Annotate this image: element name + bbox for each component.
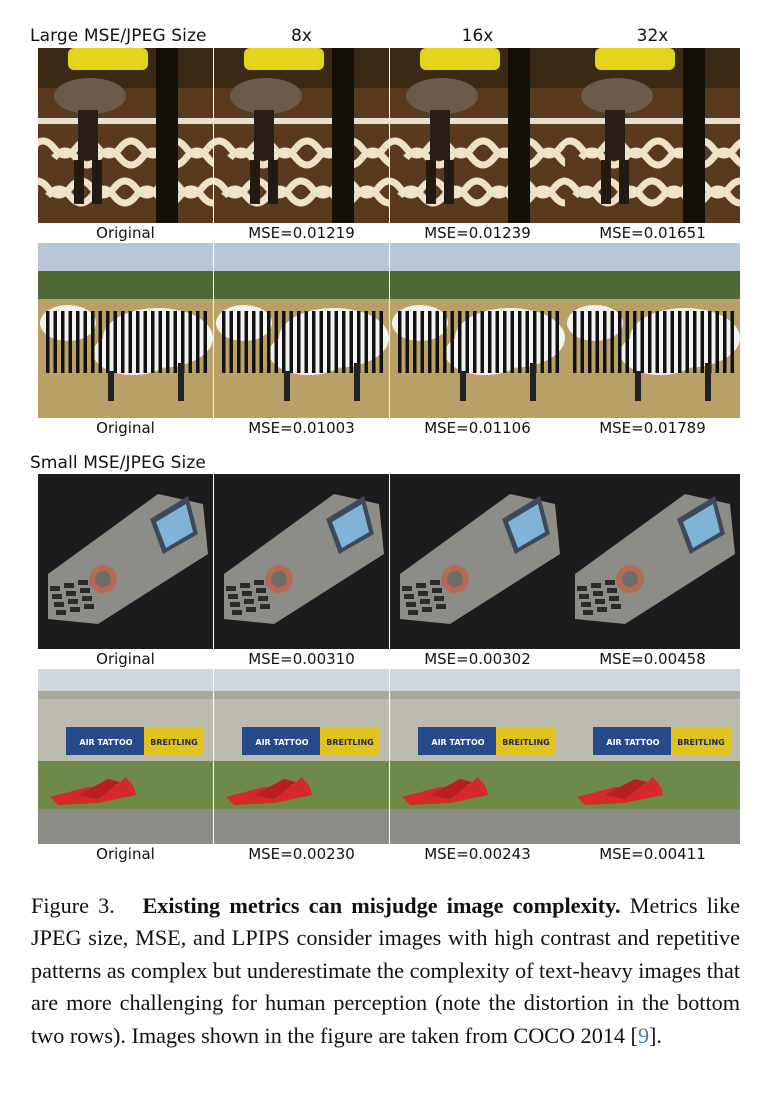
section-title-small: Small MSE/JPEG Size <box>30 453 206 473</box>
keypad-key <box>579 594 589 599</box>
banner-text-air-tattoo: AIR TATTOO <box>431 738 485 747</box>
keypad-key <box>408 610 418 615</box>
sky <box>565 243 740 273</box>
image-tile-16x <box>390 48 565 223</box>
phone-nav-center <box>622 571 638 587</box>
figure-caption <box>31 890 740 1052</box>
zebra-stripe <box>686 311 690 373</box>
zebra-leg <box>460 371 466 401</box>
zebra-stripe <box>365 311 369 373</box>
mse-caption: MSE=0.01651 <box>599 224 706 242</box>
zebra-stripe <box>511 311 515 373</box>
zebra-stripe <box>671 311 675 373</box>
zebra-stripe <box>121 311 125 373</box>
keypad-key <box>611 604 621 609</box>
walker-leg <box>426 160 436 204</box>
zebra-stripe <box>496 311 500 373</box>
section-title-large: Large MSE/JPEG Size <box>30 26 207 46</box>
zebra-stripe <box>526 311 530 373</box>
image-tile-16x <box>390 243 565 418</box>
figure-label: Figure 3. <box>31 893 115 918</box>
phone-nav-center <box>271 571 287 587</box>
zebra-stripe <box>466 311 470 373</box>
zebra-stripe <box>618 311 622 373</box>
keypad-key <box>595 599 605 604</box>
keypad-key <box>583 610 593 615</box>
zebra-stripe <box>245 311 249 373</box>
zebra-stripe <box>275 311 279 373</box>
image-tile-8x <box>214 474 389 649</box>
zebra-leg <box>354 363 360 401</box>
keypad-key <box>50 586 60 591</box>
zebra-leg <box>284 371 290 401</box>
keypad-key <box>260 604 270 609</box>
keypad-key <box>256 588 266 593</box>
keypad-key <box>68 599 78 604</box>
walker-leg <box>444 160 454 204</box>
zebra-stripe <box>458 311 462 373</box>
zebra-stripe <box>611 311 615 373</box>
sky <box>390 243 565 273</box>
yellow-taxi <box>68 48 148 70</box>
keypad-key <box>597 607 607 612</box>
zebra-stripe <box>76 311 80 373</box>
zebra-stripe <box>443 311 447 373</box>
zebra-stripe <box>114 311 118 373</box>
zebra-stripe <box>159 311 163 373</box>
tree-trunk <box>683 48 705 223</box>
zebra-stripe <box>573 311 577 373</box>
treeline <box>38 271 213 301</box>
phone-nav-center <box>95 571 111 587</box>
walker-leg <box>601 160 611 204</box>
zebra-stripe <box>518 311 522 373</box>
curb-stripe <box>38 118 213 124</box>
image-tile-original <box>38 474 213 649</box>
sky <box>38 243 213 273</box>
zebra-stripe <box>548 311 552 373</box>
keypad-key <box>422 607 432 612</box>
yellow-taxi <box>420 48 500 70</box>
zebra-stripe <box>723 311 727 373</box>
zebra-stripe <box>312 311 316 373</box>
image-tile-8x <box>214 48 389 223</box>
keypad-key <box>244 599 254 604</box>
banner-text-air-tattoo: AIR TATTOO <box>79 738 133 747</box>
keypad-key <box>258 596 268 601</box>
zebra-stripe <box>372 311 376 373</box>
walker-leg <box>250 160 260 204</box>
zebra-stripe <box>436 311 440 373</box>
zebra-stripe <box>633 311 637 373</box>
zebra-stripe <box>428 311 432 373</box>
keypad-key <box>254 580 264 585</box>
mse-caption: MSE=0.00230 <box>248 845 355 863</box>
banner-text-breitling: BREITLING <box>326 738 374 747</box>
zebra-stripe <box>603 311 607 373</box>
tree-trunk <box>332 48 354 223</box>
image-tile-32x <box>565 474 740 649</box>
keypad-key <box>56 610 66 615</box>
mse-caption: MSE=0.00411 <box>599 845 706 863</box>
zebra-stripe <box>54 311 58 373</box>
column-header-8x: 8x <box>291 26 312 46</box>
keypad-key <box>605 580 615 585</box>
figure-caption-body: Metrics like JPEG size, MSE, and LPIPS consider images with high contrast and repetitive patterns as complex but underestimate the complexity of text-heavy images that are more challenging for human perception (note the distortion in the bottom two rows). Images shown in the figure are taken from COCO 2014 [ <box>31 893 741 1048</box>
keypad-key <box>430 580 440 585</box>
walker-leg <box>74 160 84 204</box>
keypad-key <box>84 604 94 609</box>
zebra-stripe <box>252 311 256 373</box>
keypad-key <box>406 602 416 607</box>
sky <box>214 243 389 273</box>
zebra-leg <box>530 363 536 401</box>
zebra-leg <box>635 371 641 401</box>
curb-stripe <box>214 118 389 124</box>
image-tile-8x <box>214 669 389 844</box>
zebra-leg <box>178 363 184 401</box>
zebra-stripe <box>230 311 234 373</box>
runway <box>214 809 389 844</box>
keypad-key <box>70 607 80 612</box>
keypad-key <box>52 594 62 599</box>
keypad-key <box>416 583 426 588</box>
mse-caption: MSE=0.00302 <box>424 650 531 668</box>
zebra-stripe <box>380 311 384 373</box>
keypad-key <box>434 596 444 601</box>
keypad-key <box>591 583 601 588</box>
keypad-key <box>402 586 412 591</box>
walker-body <box>78 110 98 160</box>
zebra-stripe <box>641 311 645 373</box>
zebra-stripe <box>144 311 148 373</box>
curb-stripe <box>565 118 740 124</box>
zebra-stripe <box>320 311 324 373</box>
zebra-stripe <box>91 311 95 373</box>
zebra-stripe <box>106 311 110 373</box>
treeline <box>390 271 565 301</box>
zebra-leg <box>108 371 114 401</box>
column-header-16x: 16x <box>461 26 494 46</box>
citation-link[interactable]: 9 <box>637 1022 650 1048</box>
zebra-stripe <box>656 311 660 373</box>
yellow-taxi <box>244 48 324 70</box>
zebra-stripe <box>46 311 50 373</box>
walker-body <box>254 110 274 160</box>
phone-nav-center <box>447 571 463 587</box>
umbrella <box>54 78 126 114</box>
image-row-umbrella <box>38 48 740 223</box>
keypad-key <box>404 594 414 599</box>
mse-caption: MSE=0.00310 <box>248 650 355 668</box>
zebra-stripe <box>84 311 88 373</box>
image-tile-16x <box>390 669 565 844</box>
zebra-stripe <box>678 311 682 373</box>
zebra-stripe <box>481 311 485 373</box>
tree-trunk <box>156 48 178 223</box>
image-tile-32x <box>565 669 740 844</box>
zebra-stripe <box>129 311 133 373</box>
column-header-32x: 32x <box>636 26 669 46</box>
keypad-key <box>609 596 619 601</box>
keypad-key <box>577 586 587 591</box>
mse-caption: MSE=0.00243 <box>424 845 531 863</box>
zebra-stripe <box>174 311 178 373</box>
zebra-stripe <box>541 311 545 373</box>
zebra-stripe <box>327 311 331 373</box>
umbrella <box>406 78 478 114</box>
walker-body <box>430 110 450 160</box>
zebra-stripe <box>596 311 600 373</box>
zebra-stripe <box>413 311 417 373</box>
runway <box>565 809 740 844</box>
keypad-key <box>230 602 240 607</box>
mse-caption: MSE=0.00458 <box>599 650 706 668</box>
zebra-stripe <box>588 311 592 373</box>
zebra-stripe <box>716 311 720 373</box>
zebra-stripe <box>488 311 492 373</box>
zebra-stripe <box>581 311 585 373</box>
keypad-key <box>228 594 238 599</box>
zebra-stripe <box>342 311 346 373</box>
zebra-stripe <box>61 311 65 373</box>
walker-leg <box>619 160 629 204</box>
umbrella <box>581 78 653 114</box>
keypad-key <box>226 586 236 591</box>
banner-text-air-tattoo: AIR TATTOO <box>606 738 660 747</box>
image-caption: Original <box>96 224 155 242</box>
keypad-key <box>82 596 92 601</box>
zebra-stripe <box>267 311 271 373</box>
image-caption: Original <box>96 419 155 437</box>
mse-caption: MSE=0.01106 <box>424 419 531 437</box>
keypad-key <box>64 583 74 588</box>
zebra-stripe <box>305 311 309 373</box>
zebra-stripe <box>556 311 560 373</box>
hangar-roof <box>565 691 740 699</box>
zebra-stripe <box>626 311 630 373</box>
zebra-stripe <box>663 311 667 373</box>
runway <box>390 809 565 844</box>
keypad-key <box>66 591 76 596</box>
banner-text-breitling: BREITLING <box>677 738 725 747</box>
image-tile-original <box>38 243 213 418</box>
mse-caption: MSE=0.01789 <box>599 419 706 437</box>
mse-caption: MSE=0.01239 <box>424 224 531 242</box>
zebra-stripe <box>406 311 410 373</box>
zebra-stripe <box>398 311 402 373</box>
banner-text-breitling: BREITLING <box>150 738 198 747</box>
mse-caption: MSE=0.01003 <box>248 419 355 437</box>
zebra-leg <box>705 363 711 401</box>
zebra-stripe <box>69 311 73 373</box>
keypad-key <box>436 604 446 609</box>
keypad-key <box>54 602 64 607</box>
zebra-stripe <box>693 311 697 373</box>
zebra-stripe <box>136 311 140 373</box>
yellow-taxi <box>595 48 675 70</box>
zebra-stripe <box>297 311 301 373</box>
walker-body <box>605 110 625 160</box>
zebra-stripe <box>151 311 155 373</box>
zebra-stripe <box>196 311 200 373</box>
zebra-stripe <box>473 311 477 373</box>
figure-caption-tail: ]. <box>649 1022 662 1048</box>
image-tile-8x <box>214 243 389 418</box>
zebra-stripe <box>648 311 652 373</box>
zebra-stripe <box>99 311 103 373</box>
zebra-stripe <box>166 311 170 373</box>
zebra-stripe <box>701 311 705 373</box>
image-row-zebras <box>38 243 740 418</box>
image-row-phone <box>38 474 740 649</box>
image-tile-original <box>38 48 213 223</box>
image-tile-32x <box>565 48 740 223</box>
walker-leg <box>92 160 102 204</box>
zebra-stripe <box>503 311 507 373</box>
keypad-key <box>80 588 90 593</box>
zebra-stripe <box>237 311 241 373</box>
mse-caption: MSE=0.01219 <box>248 224 355 242</box>
keypad-key <box>418 591 428 596</box>
treeline <box>214 271 389 301</box>
image-tile-original <box>38 669 213 844</box>
walker-leg <box>268 160 278 204</box>
hangar-roof <box>390 691 565 699</box>
keypad-key <box>242 591 252 596</box>
keypad-key <box>607 588 617 593</box>
hangar-roof <box>38 691 213 699</box>
zebra-stripe <box>421 311 425 373</box>
keypad-key <box>581 602 591 607</box>
zebra-stripe <box>282 311 286 373</box>
image-caption: Original <box>96 845 155 863</box>
zebra-stripe <box>222 311 226 373</box>
keypad-key <box>232 610 242 615</box>
umbrella <box>230 78 302 114</box>
zebra-stripe <box>350 311 354 373</box>
tree-trunk <box>508 48 530 223</box>
keypad-key <box>432 588 442 593</box>
zebra-stripe <box>731 311 735 373</box>
zebra-stripe <box>451 311 455 373</box>
keypad-key <box>240 583 250 588</box>
curb-stripe <box>390 118 565 124</box>
runway <box>38 809 213 844</box>
keypad-key <box>78 580 88 585</box>
treeline <box>565 271 740 301</box>
image-row-airplane <box>38 669 740 844</box>
image-tile-32x <box>565 243 740 418</box>
image-caption: Original <box>96 650 155 668</box>
figure-caption-bold: Existing metrics can misjudge image complexity. <box>142 893 621 918</box>
zebra-stripe <box>260 311 264 373</box>
image-tile-16x <box>390 474 565 649</box>
zebra-stripe <box>204 311 208 373</box>
zebra-stripe <box>189 311 193 373</box>
keypad-key <box>420 599 430 604</box>
keypad-key <box>593 591 603 596</box>
banner-text-breitling: BREITLING <box>502 738 550 747</box>
keypad-key <box>246 607 256 612</box>
zebra-stripe <box>335 311 339 373</box>
zebra-stripe <box>290 311 294 373</box>
hangar-roof <box>214 691 389 699</box>
banner-text-air-tattoo: AIR TATTOO <box>255 738 309 747</box>
